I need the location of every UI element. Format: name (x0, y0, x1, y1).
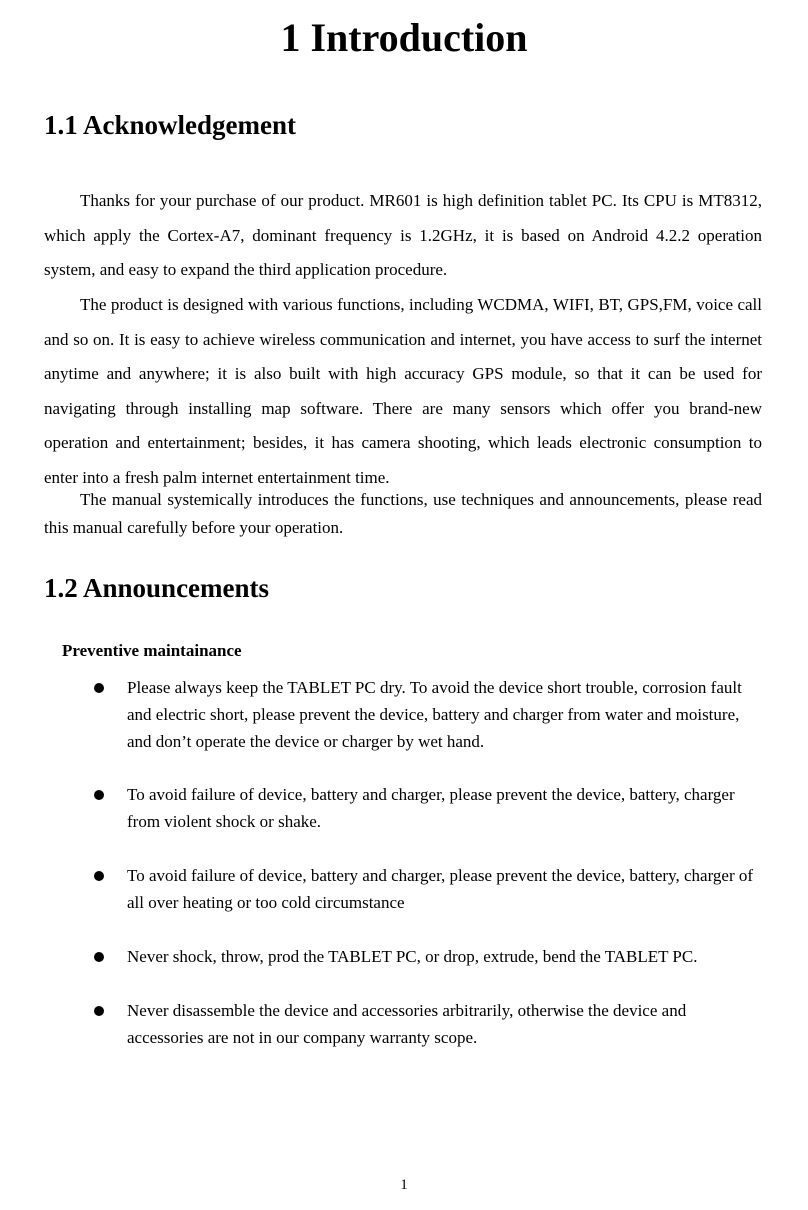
section-heading-announcements: 1.2 Announcements (44, 573, 270, 603)
section-heading-acknowledgement: 1.1 Acknowledgement (44, 110, 296, 140)
bullet-icon (94, 1006, 104, 1016)
list-item-text: Never disassemble the device and accessories arbitrarily, otherwise the device and accessories are not in our company warranty scope. (127, 1001, 687, 1047)
list-item-text: To avoid failure of device, battery and charger, please prevent the device, battery, charger of all over heating or too cold circumstance (127, 866, 754, 912)
list-item-text: Please always keep the TABLET PC dry. To avoid the device short trouble, corrosion fault and electric short, please prevent the device, battery and charger from water and moisture, and don’t operate the device or charger by wet hand. (127, 678, 742, 751)
bullet-icon (94, 683, 104, 693)
page-number: 1 (400, 1177, 408, 1193)
list-item-text: Never shock, throw, prod the TABLET PC, or drop, extrude, bend the TABLET PC. (127, 947, 698, 966)
bullet-icon (94, 952, 104, 962)
paragraph-manual-note: The manual systemically introduces the functions, use techniques and announcements, please read this manual carefully before your operation. (44, 490, 762, 537)
paragraph-product-functions: The product is designed with various functions, including WCDMA, WIFI, BT, GPS,FM, voice call and so on. It is easy to achieve wireless communication and internet, you have access to surf the internet anytime and anywhere; it is also built with high accuracy GPS module, so that it can be used for navigating through installing map software. There are many sensors which offer you brand-new operation and entertainment; besides, it has camera shooting, which leads electronic consumption to enter into a fresh palm internet entertainment time. (44, 295, 762, 487)
chapter-title: 1 Introduction (280, 15, 528, 60)
subheading-preventive-maintenance: Preventive maintainance (62, 641, 242, 660)
bullet-icon (94, 871, 104, 881)
bullet-icon (94, 790, 104, 800)
list-item-text: To avoid failure of device, battery and charger, please prevent the device, battery, charger from violent shock or shake. (127, 785, 735, 831)
paragraph-product-intro: Thanks for your purchase of our product. MR601 is high definition tablet PC. Its CPU is MT8312, which apply the Cortex-A7, dominant frequency is 1.2GHz, it is based on Android 4.2.2 operation system, and easy to expand the third application procedure. (44, 191, 762, 280)
